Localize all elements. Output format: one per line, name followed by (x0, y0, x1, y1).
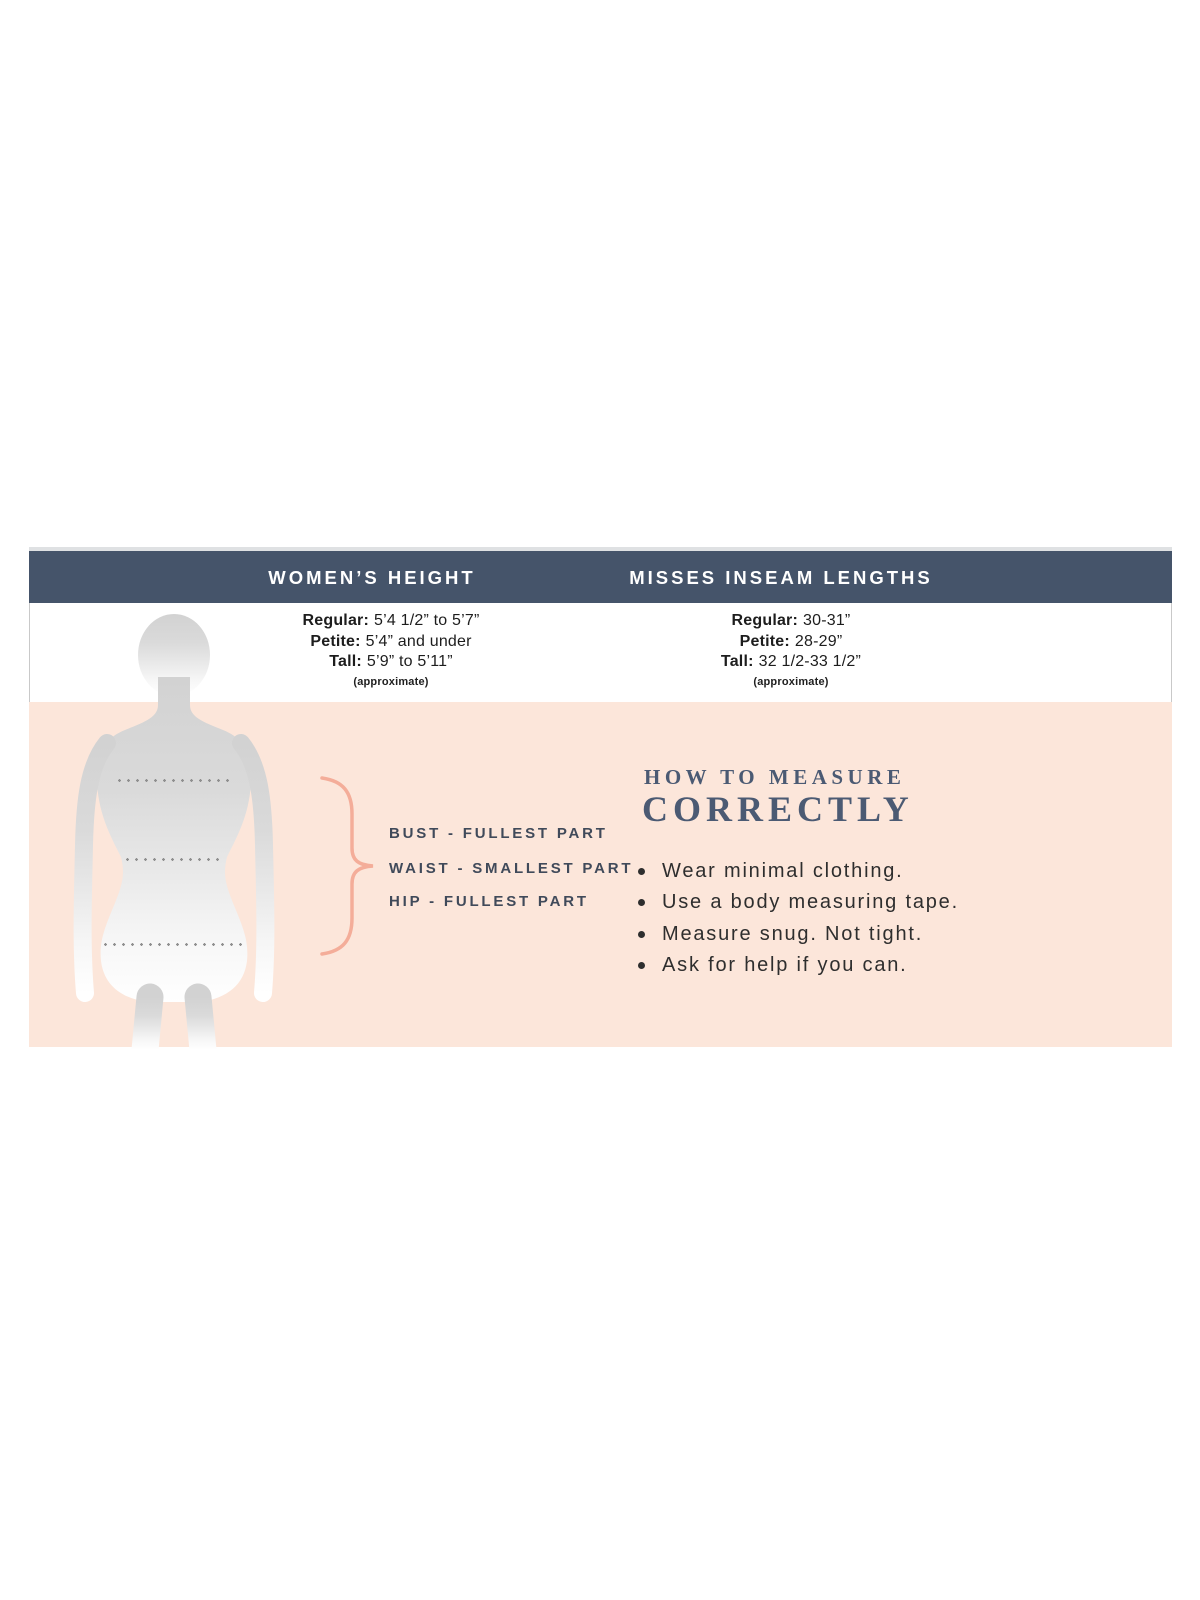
correctly-heading: CORRECTLY (642, 789, 914, 829)
waist-label: WAIST - SMALLEST PART (389, 860, 634, 877)
row-value: 5’4 1/2” to 5’7” (374, 612, 480, 629)
bullet-dot-icon (638, 899, 645, 906)
row-value: 28-29” (794, 632, 843, 650)
misses-inseam-title: MISSES INSEAM LENGTHS (629, 567, 933, 588)
hip-dotted-line (101, 943, 244, 946)
row-value: 32 1/2-33 1/2” (758, 653, 862, 670)
row-label: Tall: (720, 653, 754, 670)
measure-brace (315, 772, 380, 958)
row-label: Petite: (739, 632, 790, 650)
row-label: Petite: (310, 632, 361, 650)
tip-text: Measure snug. Not tight. (662, 922, 924, 945)
row-label: Regular: (302, 612, 369, 629)
inseam-row-tall (566, 652, 1016, 673)
inseam-row-regular (566, 611, 1016, 632)
waist-dotted-line (123, 858, 223, 861)
women-height-title: WOMEN’S HEIGHT (268, 567, 476, 588)
how-to-measure-heading: HOW TO MEASURE (644, 765, 906, 789)
header-bar (29, 551, 1172, 603)
row-value: 5’4” and under (365, 632, 472, 650)
tip-text: Ask for help if you can. (662, 954, 908, 976)
measure-tips-list (638, 861, 959, 987)
misses-inseam-info (566, 611, 1016, 688)
row-value: 5’9” to 5’11” (366, 653, 453, 670)
tip-item (638, 956, 959, 976)
bust-label: BUST - FULLEST PART (389, 825, 608, 842)
bullet-dot-icon (638, 868, 645, 875)
body-silhouette-image (55, 605, 295, 1050)
approximate-note: (approximate) (353, 675, 429, 688)
row-value: 30-31” (803, 612, 851, 629)
hip-label: HIP - FULLEST PART (389, 893, 589, 910)
tip-text: Wear minimal clothing. (662, 859, 904, 882)
bullet-dot-icon (638, 962, 645, 969)
approximate-note: (approximate) (753, 675, 829, 688)
row-label: Regular: (731, 612, 799, 629)
bullet-dot-icon (638, 931, 645, 938)
inseam-row-petite (566, 632, 1016, 653)
tip-item (638, 893, 959, 913)
bust-dotted-line (115, 779, 230, 782)
row-label: Tall: (329, 653, 362, 670)
tip-item (638, 861, 959, 881)
tip-text: Use a body measuring tape. (662, 891, 959, 913)
tip-item (638, 924, 959, 944)
